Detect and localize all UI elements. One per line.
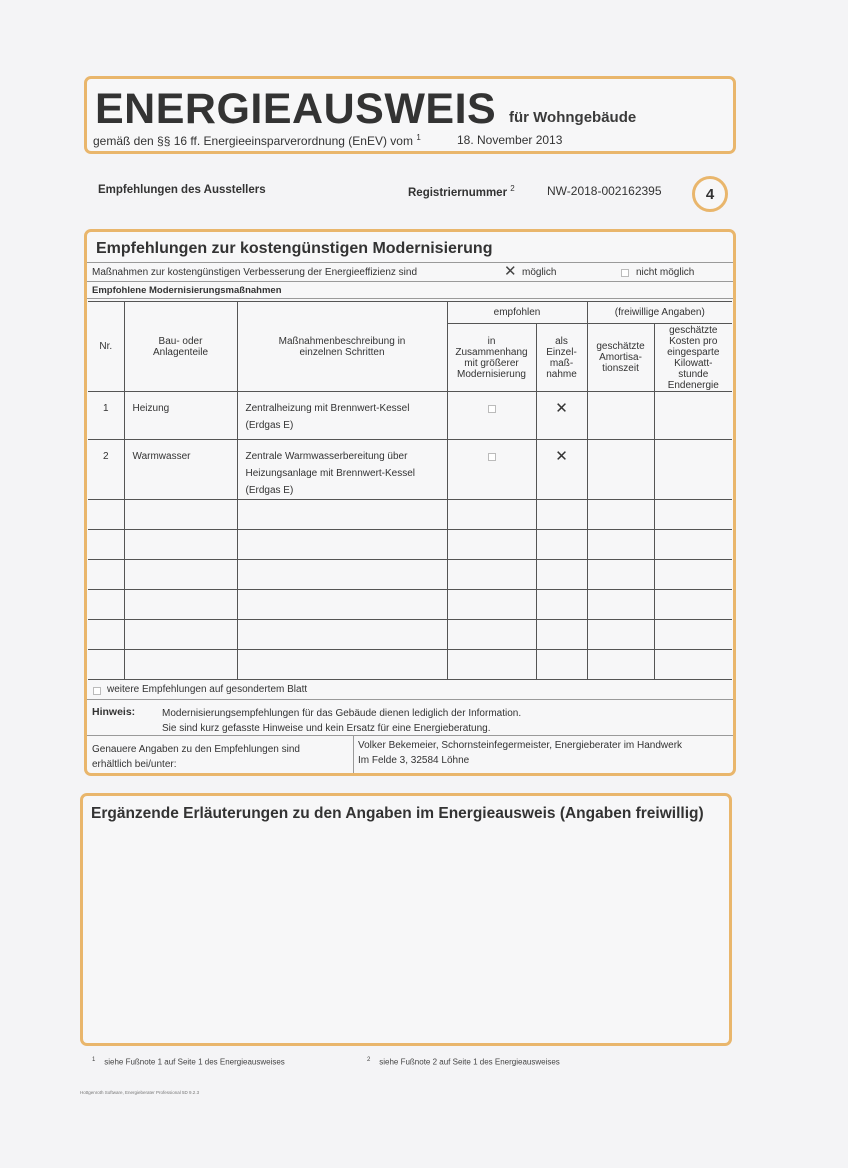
divider xyxy=(87,281,733,282)
header-in-context-text: in Zusammenhang mit größerer Modernisierung xyxy=(455,335,528,380)
empty-cell xyxy=(237,620,447,650)
hint-line-2: Sie sind kurz gefasste Hinweise und kein Ersatz für eine Energieberatung. xyxy=(162,723,491,734)
empty-cell xyxy=(447,530,536,560)
notes-box xyxy=(80,793,732,1046)
empty-cell xyxy=(124,500,237,530)
empty-cell xyxy=(654,590,732,620)
empty-cell xyxy=(237,500,447,530)
hint-label: Hinweis: xyxy=(92,706,136,718)
empty-cell xyxy=(124,560,237,590)
measures-table xyxy=(88,301,732,680)
empty-cell xyxy=(654,560,732,590)
table-row-empty xyxy=(88,560,732,590)
header-cost-per-kwh-text: geschätzte Kosten pro eingesparte Kilowatt- stunde Endenergie xyxy=(667,324,720,391)
empty-cell xyxy=(654,620,732,650)
empty-cell xyxy=(124,590,237,620)
divider xyxy=(87,298,733,299)
registration-label-text: Registriernummer xyxy=(408,186,508,199)
footnote-text: siehe Fußnote 2 auf Seite 1 des Energieausweises xyxy=(379,1057,560,1067)
notes-title: Ergänzende Erläuterungen zu den Angaben im Energieausweis (Angaben freiwillig) xyxy=(91,805,704,822)
header-single xyxy=(536,324,587,392)
empty-cell xyxy=(587,500,654,530)
table-row-empty xyxy=(88,530,732,560)
header-component xyxy=(124,302,237,392)
empty-cell xyxy=(536,590,587,620)
footnote-ref: 1 xyxy=(416,133,421,142)
regulation-date: 18. November 2013 xyxy=(457,133,563,147)
table-row-empty xyxy=(88,650,732,680)
empty-cell xyxy=(124,530,237,560)
divider xyxy=(87,699,733,700)
empty-cell xyxy=(237,650,447,680)
contact-label-line-1: Genauere Angaben zu den Empfehlungen sind xyxy=(92,744,300,755)
header-recommended-group: empfohlen xyxy=(447,302,587,324)
header-description xyxy=(237,302,447,392)
document-subtitle: für Wohngebäude xyxy=(509,109,637,126)
divider xyxy=(87,735,733,736)
empty-cell xyxy=(447,650,536,680)
empty-cell xyxy=(88,530,124,560)
header-description-text: Maßnahmenbeschreibung in einzelnen Schritten xyxy=(278,335,406,358)
header-amortization xyxy=(587,324,654,392)
footnote-ref: 1 xyxy=(92,1057,96,1063)
section-title: Empfehlungen zur kostengünstigen Modernisierung xyxy=(96,240,493,257)
cell-single[interactable] xyxy=(536,440,587,500)
table-row xyxy=(88,440,732,500)
footnote-text: siehe Fußnote 1 auf Seite 1 des Energieausweises xyxy=(104,1057,285,1067)
header-cost-per-kwh xyxy=(654,324,732,392)
empty-cell xyxy=(88,500,124,530)
header-in-context xyxy=(447,324,536,392)
cell-nr: 1 xyxy=(88,392,124,440)
empty-cell xyxy=(237,530,447,560)
header-nr: Nr. xyxy=(88,302,124,392)
checkbox-single-checked-icon[interactable]: ✕ xyxy=(555,400,568,417)
cell-nr: 2 xyxy=(88,440,124,500)
contact-info xyxy=(358,738,682,768)
empty-cell xyxy=(88,560,124,590)
empty-cell xyxy=(124,620,237,650)
footnote-2 xyxy=(367,1057,560,1067)
table-row xyxy=(88,392,732,440)
empty-cell xyxy=(587,560,654,590)
divider xyxy=(353,735,354,773)
empty-cell xyxy=(587,590,654,620)
empty-cell xyxy=(536,650,587,680)
checkbox-not-possible[interactable] xyxy=(621,269,629,277)
measures-statement: Maßnahmen zur kostengünstigen Verbesserung der Energieeffizienz sind xyxy=(92,267,418,278)
empty-cell xyxy=(587,530,654,560)
hint-line-1: Modernisierungsempfehlungen für das Gebäude dienen lediglich der Information. xyxy=(162,708,522,719)
cell-amortization xyxy=(587,440,654,500)
software-credit: Hottgenroth Software, Energieberater Professional 5D 9.2.3 xyxy=(80,1090,200,1095)
header-component-text: Bau- oder Anlagenteile xyxy=(152,335,209,358)
footnote-1 xyxy=(92,1057,285,1067)
contact-label-line-2: erhältlich bei/unter: xyxy=(92,759,177,770)
empty-cell xyxy=(237,590,447,620)
modernization-box xyxy=(84,229,736,776)
checkbox-in-context[interactable] xyxy=(488,453,496,461)
registration-label xyxy=(408,184,515,199)
cell-cost-per-kwh xyxy=(654,440,732,500)
checkbox-possible-checked-icon[interactable]: ✕ xyxy=(504,263,517,280)
checkbox-more-recommendations[interactable] xyxy=(93,687,101,695)
empty-cell xyxy=(536,560,587,590)
empty-cell xyxy=(536,500,587,530)
document-title: ENERGIEAUSWEIS xyxy=(95,85,497,133)
empty-cell xyxy=(536,530,587,560)
footnote-ref: 2 xyxy=(510,184,515,193)
table-row-empty xyxy=(88,620,732,650)
title-box xyxy=(84,76,736,154)
contact-label xyxy=(92,742,300,772)
header-amortization-text: geschätzte Amortisa- tionszeit xyxy=(596,341,645,374)
cell-description: Zentralheizung mit Brennwert-Kessel (Erdgas E) xyxy=(237,392,447,440)
table-row-empty xyxy=(88,590,732,620)
cell-in-context[interactable] xyxy=(447,440,536,500)
contact-address: Im Felde 3, 32584 Löhne xyxy=(358,755,470,766)
page-number: 4 xyxy=(692,176,728,212)
empty-cell xyxy=(654,500,732,530)
cell-description: Zentrale Warmwasserbereitung über Heizungsanlage mit Brennwert-Kessel (Erdgas E) xyxy=(237,440,447,500)
empty-cell xyxy=(654,530,732,560)
empty-cell xyxy=(88,620,124,650)
empty-cell xyxy=(237,560,447,590)
cell-component: Warmwasser xyxy=(124,440,237,500)
option-possible-label: möglich xyxy=(522,267,557,278)
registration-number: NW-2018-002162395 xyxy=(547,184,662,198)
empty-cell xyxy=(447,590,536,620)
checkbox-in-context[interactable] xyxy=(488,405,496,413)
header-single-text: als Einzel- maß- nahme xyxy=(546,335,577,380)
header-voluntary-group: (freiwillige Angaben) xyxy=(587,302,732,324)
hint-text xyxy=(162,706,521,736)
cell-single[interactable] xyxy=(536,392,587,440)
cell-component: Heizung xyxy=(124,392,237,440)
empty-cell xyxy=(654,650,732,680)
footnote-ref: 2 xyxy=(367,1057,371,1063)
checkbox-single-checked-icon[interactable]: ✕ xyxy=(555,448,568,465)
empty-cell xyxy=(124,650,237,680)
cell-in-context[interactable] xyxy=(447,392,536,440)
empty-cell xyxy=(447,560,536,590)
legal-basis xyxy=(93,133,421,148)
empty-cell xyxy=(88,650,124,680)
cell-amortization xyxy=(587,392,654,440)
empty-cell xyxy=(587,650,654,680)
section-label: Empfehlungen des Ausstellers xyxy=(98,184,266,196)
cell-cost-per-kwh xyxy=(654,392,732,440)
empty-cell xyxy=(88,590,124,620)
contact-name: Volker Bekemeier, Schornsteinfegermeister, Energieberater im Handwerk xyxy=(358,740,683,751)
empty-cell xyxy=(447,620,536,650)
empty-cell xyxy=(536,620,587,650)
more-recommendations-label: weitere Empfehlungen auf gesondertem Blatt xyxy=(107,684,308,695)
legal-basis-text: gemäß den §§ 16 ff. Energieeinsparverordnung (EnEV) vom xyxy=(93,134,413,148)
recommended-measures-label: Empfohlene Modernisierungsmaßnahmen xyxy=(92,285,282,296)
empty-cell xyxy=(587,620,654,650)
option-not-possible-label: nicht möglich xyxy=(636,267,695,278)
table-row-empty xyxy=(88,500,732,530)
divider xyxy=(87,262,733,263)
empty-cell xyxy=(447,500,536,530)
